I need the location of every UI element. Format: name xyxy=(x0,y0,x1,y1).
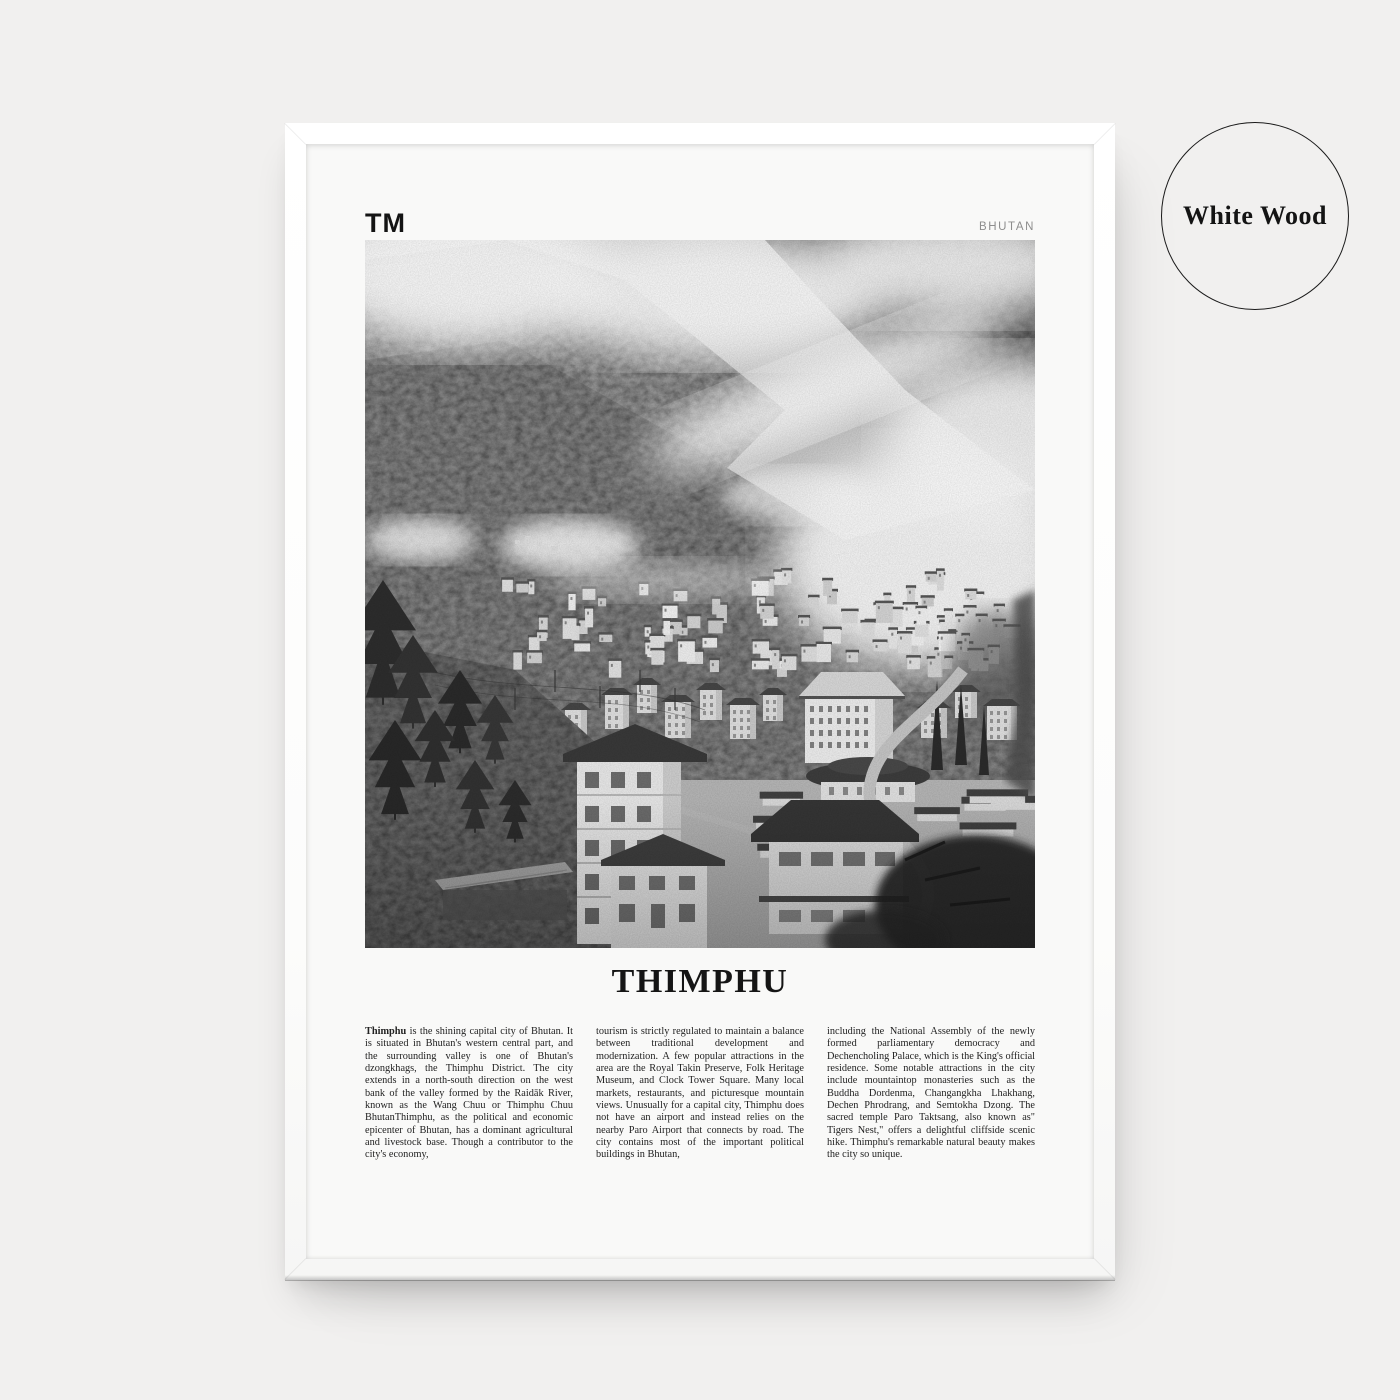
picture-frame xyxy=(285,123,1115,1280)
description-columns xyxy=(365,1026,1035,1162)
frame-mitre-joint xyxy=(284,123,306,145)
frame-mitre-joint xyxy=(284,1258,306,1280)
frame-mitre-joint xyxy=(1094,1258,1116,1280)
country-label: BHUTAN xyxy=(978,221,1035,233)
poster-title: THIMPHU xyxy=(611,963,789,1000)
description-column-1: Thimphu is the shining capital city of Bhutan. It is situated in Bhutan's western central part, and the surrounding valley is one of Bhutan's dzongkhags, the Thimphu District. The city extends in a north-south direction on the west bank of the valley formed by the Raidāk River, known as the Wang Chuu or Thimphu Chuu BhutanThimphu, as the political and economic epicenter of Bhutan, has a dominant agricultural and livestock base. Though a contributor to the city's economy, xyxy=(365,1026,574,1161)
thimphu-photo xyxy=(365,240,1035,948)
brand-logo: TM xyxy=(365,208,406,238)
badge-label: White Wood xyxy=(1183,201,1327,230)
poster xyxy=(306,144,1094,1259)
frame-style-badge xyxy=(1161,122,1349,310)
poster-header xyxy=(365,208,1035,236)
description-column-3: including the National Assembly of the newly formed parliamentary democracy and Dechencholing Palace, which is the King's official residence. Some notable attractions in the city include mountaintop monasteries such as the Buddha Dordenma, Changangkha Lhakhang, Dechen Phrodrang, and Semtokha Dzong. The sacred temple Paro Taktsang, also known as" Tigers Nest," offers a delightful cliffside scenic hike. Thimphu's remarkable natural beauty makes the city so unique. xyxy=(827,1026,1035,1161)
description-column-2: tourism is strictly regulated to maintain a balance between traditional development and modernization. A few popular attractions in the area are the Royal Takin Preserve, Folk Heritage Museum, and Clock Tower Square. Many local markets, restaurants, and picturesque mountain views. Unusually for a capital city, Thimphu does not have an airport and instead relies on the nearby Paro Airport that connects by road. The city contains most of the important political buildings in Bhutan, xyxy=(596,1026,804,1161)
photo-illustration xyxy=(365,240,1035,948)
frame-mitre-joint xyxy=(1094,123,1116,145)
lead-word: Thimphu xyxy=(365,1026,410,1037)
